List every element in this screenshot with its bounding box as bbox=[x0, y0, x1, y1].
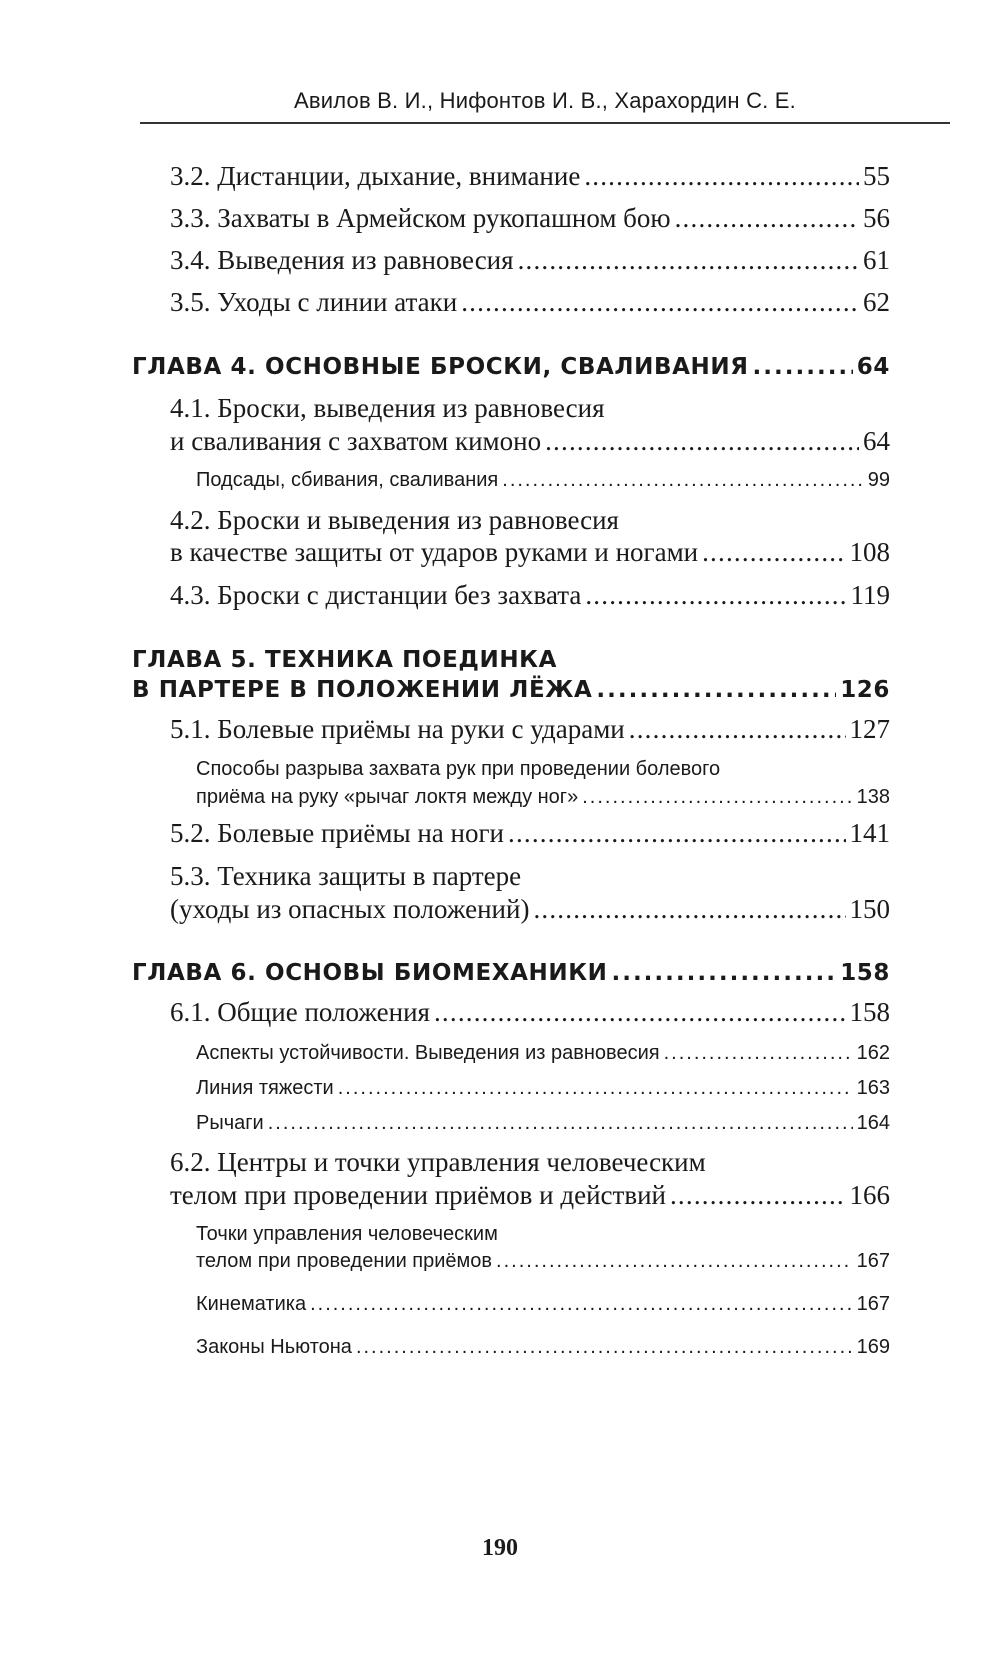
dot-leader bbox=[502, 469, 863, 492]
toc-subentry-aspekty[interactable] bbox=[196, 1042, 890, 1065]
toc-subentry-page: 162 bbox=[856, 1042, 890, 1064]
toc-entry-title: 6.1. Общие положения bbox=[170, 997, 430, 1027]
dot-leader bbox=[508, 818, 846, 849]
toc-subentry-title: Аспекты устойчивости. Выведения из равновесия bbox=[196, 1042, 660, 1064]
toc-entry-title: 3.5. Уходы с линии атаки bbox=[170, 287, 458, 317]
dot-leader bbox=[356, 1336, 853, 1359]
dot-leader bbox=[310, 1293, 853, 1316]
toc-entry-page: 55 bbox=[863, 161, 890, 191]
toc-entry-6-2[interactable] bbox=[170, 1180, 890, 1211]
toc-chapter-5[interactable] bbox=[132, 677, 890, 703]
toc-subentry-page: 167 bbox=[856, 1293, 890, 1315]
toc-entry-page: 158 bbox=[849, 997, 890, 1027]
toc-subentry-tochki[interactable] bbox=[196, 1250, 890, 1273]
dot-leader bbox=[670, 1180, 846, 1211]
toc-chapter-page: 126 bbox=[840, 677, 890, 703]
toc-subentry-tochki-line1[interactable]: Точки управления человеческим bbox=[196, 1223, 498, 1245]
toc-subentry-page: 138 bbox=[856, 786, 890, 808]
dot-leader bbox=[533, 894, 845, 925]
toc-entry-page: 166 bbox=[849, 1180, 890, 1210]
dot-leader bbox=[496, 1250, 853, 1273]
toc-entry-5-2[interactable] bbox=[170, 818, 890, 849]
toc-subentry-title: телом при проведении приёмов bbox=[196, 1250, 493, 1272]
toc-entry-page: 119 bbox=[850, 580, 890, 610]
dot-leader bbox=[585, 580, 846, 611]
toc-entry-3-2[interactable] bbox=[170, 161, 890, 192]
toc-entry-4-2[interactable] bbox=[170, 537, 890, 568]
dot-leader bbox=[461, 287, 859, 318]
dot-leader bbox=[545, 426, 859, 457]
toc-entry-6-2-line1[interactable]: 6.2. Центры и точки управления человеческим bbox=[170, 1147, 706, 1177]
dot-leader bbox=[434, 997, 846, 1028]
toc-entry-title: в качестве защиты от ударов руками и ногами bbox=[170, 537, 699, 567]
toc-entry-4-1-line1[interactable]: 4.1. Броски, выведения из равновесия bbox=[170, 393, 605, 423]
toc-subentry-title: Линия тяжести bbox=[196, 1077, 334, 1099]
toc-entry-page: 56 bbox=[863, 203, 890, 233]
toc-entry-page: 150 bbox=[849, 894, 890, 924]
toc-entry-title: телом при проведении приёмов и действий bbox=[170, 1180, 666, 1210]
toc-subentry-rychagi[interactable] bbox=[196, 1112, 890, 1135]
toc-subentry-page: 169 bbox=[856, 1336, 890, 1358]
dot-leader bbox=[338, 1077, 853, 1100]
toc-entry-page: 64 bbox=[863, 426, 890, 456]
toc-entry-title: (уходы из опасных положений) bbox=[170, 894, 530, 924]
toc-subentry-title: Законы Ньютона bbox=[196, 1336, 352, 1358]
toc-entry-title: 3.3. Захваты в Армейском рукопашном бою bbox=[170, 203, 671, 233]
header-rule bbox=[140, 122, 950, 124]
toc-entry-title: 3.2. Дистанции, дыхание, внимание bbox=[170, 161, 581, 191]
dot-leader bbox=[268, 1112, 853, 1135]
toc-subentry-razryv-line1[interactable]: Способы разрыва захвата рук при проведении болевого bbox=[196, 758, 721, 780]
toc-subentry-title: Подсады, сбивания, сваливания bbox=[196, 469, 499, 491]
dot-leader bbox=[664, 1042, 853, 1065]
toc-entry-page: 61 bbox=[863, 245, 890, 275]
toc-chapter-4[interactable] bbox=[132, 354, 890, 380]
toc-entry-title: 5.2. Болевые приёмы на ноги bbox=[170, 818, 504, 848]
toc-entry-5-3-line1[interactable]: 5.3. Техника защиты в партере bbox=[170, 861, 522, 891]
page-number: 190 bbox=[482, 1535, 518, 1561]
toc-subentry-title: приёма на руку «рычаг локтя между ног» bbox=[196, 786, 579, 808]
toc-subentry-page: 164 bbox=[856, 1112, 890, 1134]
toc-subentry-page: 167 bbox=[856, 1250, 890, 1272]
toc-subentry-page: 99 bbox=[867, 469, 890, 491]
toc-chapter-title: В ПАРТЕРЕ В ПОЛОЖЕНИИ ЛЁЖА bbox=[132, 677, 593, 703]
toc-subentry-page: 163 bbox=[856, 1077, 890, 1099]
dot-leader bbox=[629, 714, 846, 745]
toc-entry-title: 4.3. Броски с дистанции без захвата bbox=[170, 580, 582, 610]
toc-entry-page: 108 bbox=[849, 537, 890, 567]
toc-entry-6-1[interactable] bbox=[170, 997, 890, 1028]
toc-entry-page: 62 bbox=[863, 287, 890, 317]
toc-subentry-liniya[interactable] bbox=[196, 1077, 890, 1100]
toc-entry-3-5[interactable] bbox=[170, 287, 890, 318]
running-header: Авилов В. И., Нифонтов И. В., Харахордин С. Е. bbox=[294, 88, 796, 113]
dot-leader bbox=[584, 161, 859, 192]
toc-entry-3-3[interactable] bbox=[170, 203, 890, 234]
toc-subentry-podsady[interactable] bbox=[196, 469, 890, 492]
toc-entry-4-2-line1[interactable]: 4.2. Броски и выведения из равновесия bbox=[170, 505, 619, 535]
toc-chapter-title: ГЛАВА 6. ОСНОВЫ БИОМЕХАНИКИ bbox=[132, 960, 608, 986]
toc-subentry-razryv[interactable] bbox=[196, 786, 890, 809]
dot-leader bbox=[702, 537, 845, 568]
dot-leader bbox=[596, 677, 836, 703]
toc-entry-5-3[interactable] bbox=[170, 894, 890, 925]
toc-chapter-title: ГЛАВА 4. ОСНОВНЫЕ БРОСКИ, СВАЛИВАНИЯ bbox=[132, 354, 749, 380]
dot-leader bbox=[518, 245, 859, 276]
toc-entry-page: 127 bbox=[849, 714, 890, 744]
dot-leader bbox=[582, 786, 852, 809]
toc-entry-page: 141 bbox=[849, 818, 890, 848]
dot-leader bbox=[753, 354, 853, 380]
toc-subentry-newton[interactable] bbox=[196, 1336, 890, 1359]
toc-chapter-5-line1[interactable]: ГЛАВА 5. ТЕХНИКА ПОЕДИНКА bbox=[132, 647, 557, 673]
toc-entry-3-4[interactable] bbox=[170, 245, 890, 276]
toc-entry-4-1[interactable] bbox=[170, 426, 890, 457]
dot-leader bbox=[675, 203, 859, 234]
toc-entry-title: и сваливания с захватом кимоно bbox=[170, 426, 542, 456]
toc-entry-4-3[interactable] bbox=[170, 580, 890, 611]
toc-chapter-page: 64 bbox=[856, 354, 890, 380]
toc-subentry-title: Рычаги bbox=[196, 1112, 264, 1134]
toc-subentry-kinematika[interactable] bbox=[196, 1293, 890, 1316]
dot-leader bbox=[611, 960, 836, 986]
toc-entry-5-1[interactable] bbox=[170, 714, 890, 745]
toc-entry-title: 5.1. Болевые приёмы на руки с ударами bbox=[170, 714, 625, 744]
toc-chapter-6[interactable] bbox=[132, 960, 890, 986]
toc-chapter-page: 158 bbox=[840, 960, 890, 986]
toc-subentry-title: Кинематика bbox=[196, 1293, 307, 1315]
toc-entry-title: 3.4. Выведения из равновесия bbox=[170, 245, 514, 275]
